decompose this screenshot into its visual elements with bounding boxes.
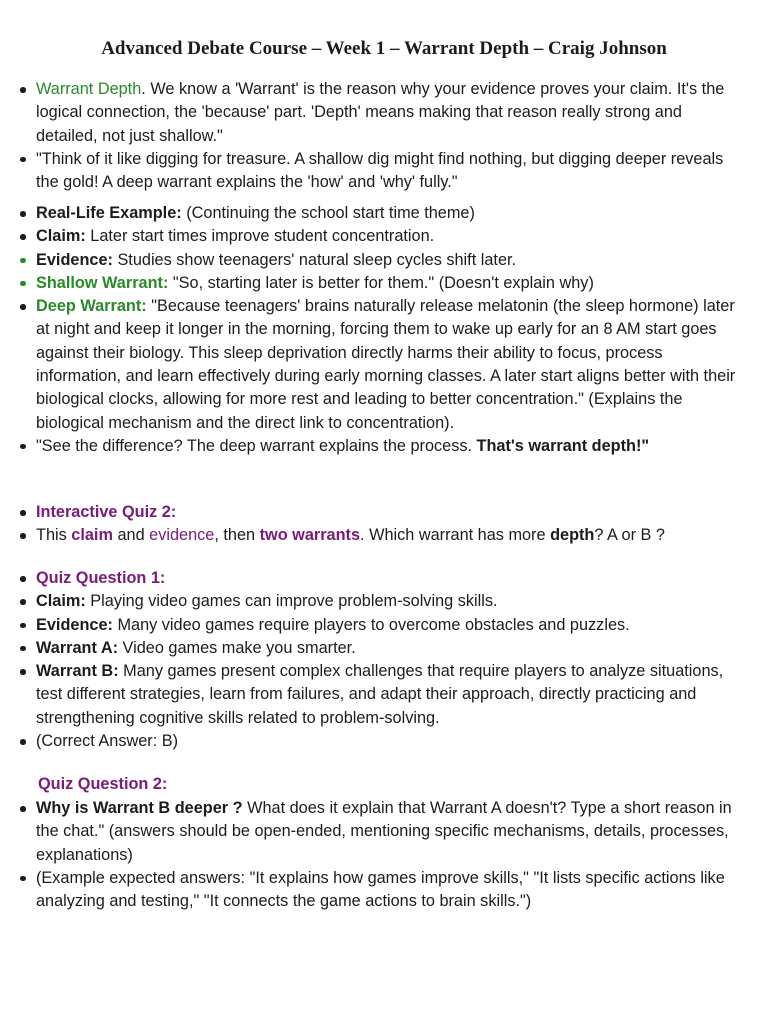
- list-item: [36, 435, 736, 458]
- q2-why-text: What does it explain that Warrant A doesn't? Type a short reason in the chat." (answers should be open-ended, mentioning specific mechanisms, details, processes, explanations): [36, 799, 732, 864]
- list-item: [36, 867, 736, 914]
- treasure-analogy: "Think of it like digging for treasure. A shallow dig might find nothing, but digging deeper reveals the gold! A deep warrant explains the 'how' and 'why' fully.": [36, 149, 724, 192]
- q1-warrant-b-label: Warrant B:: [36, 662, 119, 681]
- shallow-warrant-label: Shallow Warrant:: [36, 273, 169, 292]
- quiz2-claim: claim: [71, 526, 113, 545]
- intro-list: [36, 78, 736, 194]
- q1-warrant-a-label: Warrant A:: [36, 638, 119, 657]
- page-title: Advanced Debate Course – Week 1 – Warrant Depth – Craig Johnson: [101, 38, 667, 59]
- shallow-warrant-text: "So, starting later is better for them." (Doesn't explain why): [168, 273, 594, 292]
- q1-correct-answer: (Correct Answer: B): [36, 732, 179, 751]
- list-item: [36, 272, 736, 295]
- list-item: [36, 295, 736, 435]
- list-item: [36, 148, 736, 195]
- quiz2-text: , then: [214, 526, 260, 545]
- q2-why-label: Why is Warrant B deeper ?: [36, 799, 243, 817]
- q1-warrant-a-text: Video games make you smarter.: [118, 638, 356, 657]
- real-life-text: (Continuing the school start time theme): [181, 204, 475, 222]
- quiz2-text: This: [36, 526, 72, 545]
- quiz2-text: ? A or B ?: [594, 526, 665, 545]
- evidence-text: Studies show teenagers' natural sleep cycles shift later.: [112, 250, 517, 269]
- quiz2-two-warrants: two warrants: [259, 526, 361, 545]
- quiz2-heading: Interactive Quiz 2:: [36, 503, 177, 521]
- quiz-question-2-list: [36, 797, 736, 913]
- q2-example-answers: (Example expected answers: "It explains how games improve skills," "It lists specific actions like analyzing and testing," "It connects the game actions to brain skills."): [36, 868, 725, 911]
- list-item: [36, 524, 736, 547]
- list-item: [36, 225, 736, 248]
- warrant-depth-term: Warrant Depth: [36, 80, 142, 98]
- deep-warrant-text: "Because teenagers' brains naturally release melatonin (the sleep hormone) later at night and keep it longer in the morning, forcing them to wake up early for an 8 AM start goes against their biology. This sleep deprivation directly harms their ability to focus, process information, and learn effectively during early morning classes. A later start aligns better with their biological clocks, allowing for more rest and leading to better concentration." (Explains the biological mechanism and the direct link to concentration).: [36, 297, 736, 432]
- deep-warrant-label: Deep Warrant:: [36, 297, 147, 316]
- example-list: [36, 202, 736, 458]
- evidence-label: Evidence:: [36, 250, 113, 269]
- intro-text: . We know a 'Warrant' is the reason why your evidence proves your claim. It's the logical connection, the 'because' part. 'Depth' means making that reason really strong and detailed, not just shallow.": [36, 80, 725, 145]
- list-item: [36, 501, 736, 524]
- quiz2-list: [36, 501, 736, 548]
- claim-label: Claim:: [36, 227, 86, 246]
- warrant-depth-exclaim: That's warrant depth!": [476, 436, 650, 455]
- list-item: [36, 660, 736, 730]
- quiz2-evidence: evidence: [149, 526, 215, 545]
- quiz-question-1-heading: Quiz Question 1:: [36, 569, 166, 587]
- quiz2-depth: depth: [550, 526, 595, 545]
- list-item: [36, 590, 736, 613]
- quiz-question-2-heading: Quiz Question 2:: [38, 775, 168, 793]
- list-item: [36, 567, 736, 590]
- claim-text: Later start times improve student concentration.: [85, 227, 435, 246]
- list-item: [36, 730, 736, 753]
- quiz2-text: and: [112, 526, 150, 545]
- quiz-question-1-list: [36, 567, 736, 753]
- difference-text: "See the difference? The deep warrant explains the process.: [36, 436, 477, 455]
- list-item: [36, 797, 736, 867]
- q1-claim-text: Playing video games can improve problem-solving skills.: [85, 592, 498, 611]
- q1-evidence-label: Evidence:: [36, 615, 113, 634]
- list-item: [36, 637, 736, 660]
- real-life-label: Real-Life Example:: [36, 204, 182, 222]
- list-item: [36, 202, 736, 225]
- list-item: [36, 249, 736, 272]
- quiz2-text: . Which warrant has more: [360, 526, 551, 545]
- list-item: [36, 614, 736, 637]
- list-item: [36, 78, 736, 148]
- q1-warrant-b-text: Many games present complex challenges that require players to analyze situations, test different strategies, learn from failures, and adapt their approach, directly practicing and strengthening cognitive skills related to problem-solving.: [36, 662, 724, 727]
- q1-evidence-text: Many video games require players to overcome obstacles and puzzles.: [112, 615, 630, 634]
- q1-claim-label: Claim:: [36, 592, 86, 611]
